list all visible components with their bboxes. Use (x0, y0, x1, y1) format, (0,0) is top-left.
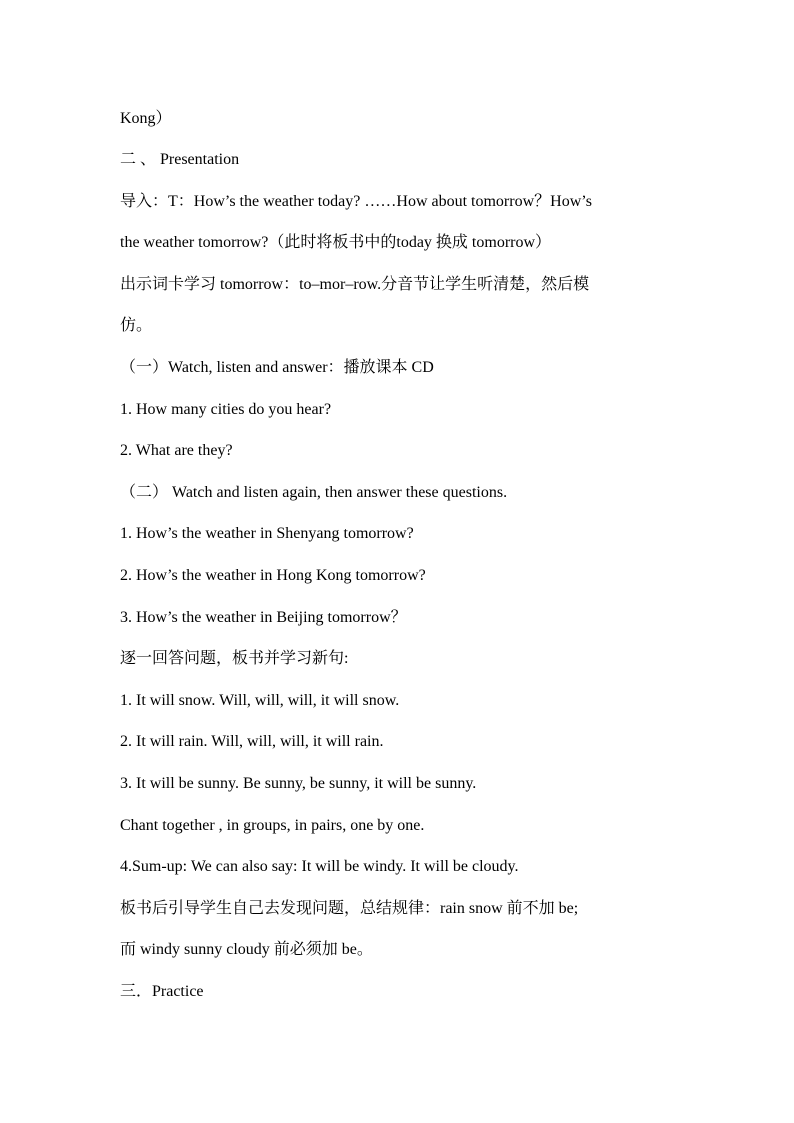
text-line-chant: Chant together , in groups, in pairs, one by one. (120, 817, 425, 834)
question-1: 1. How many cities do you hear? (120, 401, 332, 418)
question-beijing: 3. How’s the weather in Beijing tomorrow？ (120, 609, 407, 626)
section-heading-practice: 三．Practice (120, 983, 204, 1000)
text-line-kong: Kong） (120, 110, 172, 127)
text-line-word-card-cont: 仿。 (120, 317, 153, 334)
text-line-lead-in-cont: the weather tomorrow?（此时将板书中的today 换成 tomorrow） (120, 234, 552, 251)
text-line-rule-cont: 而 windy sunny cloudy 前必须加 be。 (120, 941, 373, 958)
sentence-sunny: 3. It will be sunny. Be sunny, be sunny, it will be sunny. (120, 775, 477, 792)
question-2: 2. What are they? (120, 442, 233, 459)
text-line-answer-intro: 逐一回答问题，板书并学习新句: (120, 650, 349, 667)
sentence-snow: 1. It will snow. Will, will, will, it will snow. (120, 692, 400, 709)
subsection-heading-watch-again: （二） Watch and listen again, then answer these questions. (120, 484, 508, 501)
subsection-heading-watch-listen: （一）Watch, listen and answer：播放课本 CD (120, 359, 434, 376)
text-line-word-card: 出示词卡学习 tomorrow：to–mor–row.分音节让学生听清楚，然后模 (120, 276, 590, 293)
sentence-rain: 2. It will rain. Will, will, will, it will rain. (120, 733, 384, 750)
text-line-lead-in: 导入：T：How’s the weather today? ……How about tomorrow？How’s (120, 193, 592, 210)
text-line-rule: 板书后引导学生自己去发现问题，总结规律：rain snow 前不加 be; (120, 900, 579, 917)
question-shenyang: 1. How’s the weather in Shenyang tomorrow? (120, 525, 414, 542)
text-line-sum-up: 4.Sum-up: We can also say: It will be windy. It will be cloudy. (120, 858, 519, 875)
section-heading-presentation: 二 、 Presentation (120, 151, 240, 168)
question-hong-kong: 2. How’s the weather in Hong Kong tomorrow? (120, 567, 426, 584)
